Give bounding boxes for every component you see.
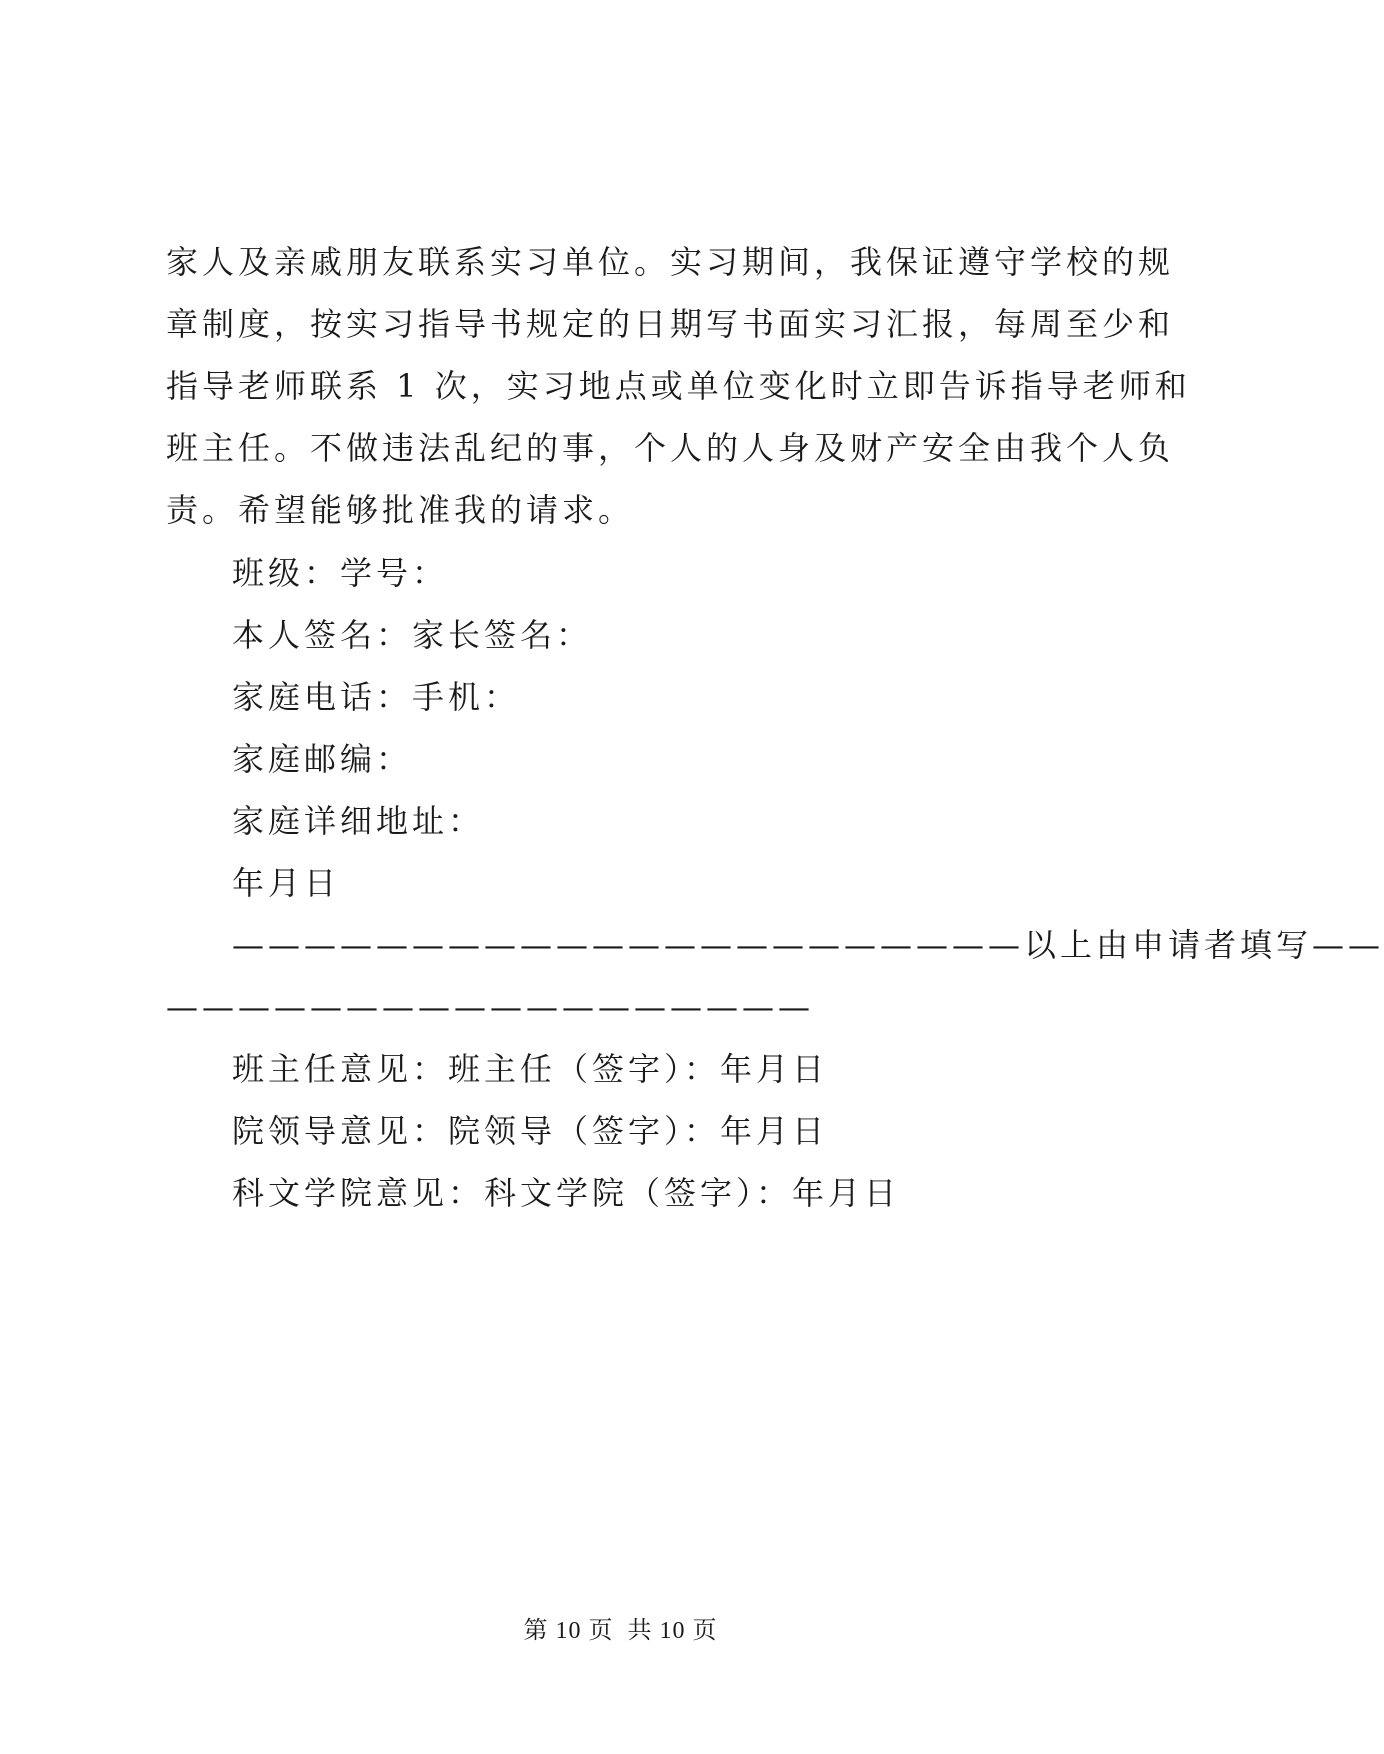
page-footer xyxy=(0,1610,1241,1645)
divider-line: —————————————————— xyxy=(166,988,814,1026)
postcode-field: 家庭邮编： xyxy=(232,740,413,778)
approval-opinions xyxy=(166,1038,1086,1224)
application-paragraph xyxy=(166,231,1191,541)
address-field: 家庭详细地址： xyxy=(232,802,485,840)
paragraph-line: 指导老师联系 1 次，实习地点或单位变化时立即告诉指导老师和 xyxy=(166,367,1191,405)
paragraph-line: 家人及亲戚朋友联系实习单位。实习期间，我保证遵守学校的规 xyxy=(166,243,1175,281)
applicant-info-fields xyxy=(166,542,1086,914)
page-number-total: 共 10 页 xyxy=(627,1618,718,1644)
page-number-current: 第 10 页 xyxy=(523,1618,614,1644)
class-teacher-opinion: 班主任意见：班主任（签字）：年月日 xyxy=(232,1050,829,1088)
date-field: 年月日 xyxy=(232,864,341,902)
phone-field: 家庭电话：手机： xyxy=(232,678,521,716)
paragraph-line: 责。希望能够批准我的请求。 xyxy=(166,491,635,529)
science-college-opinion: 科文学院意见：科文学院（签字）：年月日 xyxy=(232,1174,901,1212)
college-leader-opinion: 院领导意见：院领导（签字）：年月日 xyxy=(232,1112,829,1150)
paragraph-line: 章制度，按实习指导书规定的日期写书面实习汇报，每周至少和 xyxy=(166,305,1175,343)
divider-line: ——————————————————————以上由申请者填写—— xyxy=(232,926,1384,964)
class-student-id-field: 班级：学号： xyxy=(232,554,449,592)
signature-field: 本人签名：家长签名： xyxy=(232,616,593,654)
paragraph-line: 班主任。不做违法乱纪的事，个人的人身及财产安全由我个人负 xyxy=(166,429,1175,467)
applicant-section-divider xyxy=(166,914,1384,1038)
